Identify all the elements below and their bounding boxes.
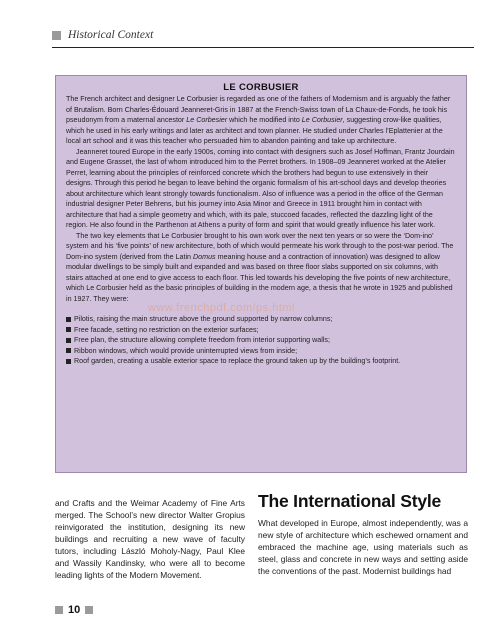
box-paragraph-1: The French architect and designer Le Corbusier is regarded as one of the fathers of Modernism and is arguably the father of Brutalism. Born Charles-Édouard Jeanneret-Gris in 1887 at the French-Swiss town of La Chaux-de-Fonds, he took his pseudonym from a maternal ancestor Le Corbesier which he modified into Le Corbusier, suggesting crow-like qualities, which he used in his early writings and later as architect and town planner. He studied under Charles l’Eplattenier at the local art school and it was this teacher who persuaded him to abandon painting and take up architecture. [66,95,451,145]
list-item: Free facade, setting no restriction on the exterior surfaces; [66,325,456,336]
bullet-square-icon [66,327,71,332]
footer-square-icon [55,606,63,614]
footer-square-icon [85,606,93,614]
right-column [258,491,468,577]
section-header [52,29,153,41]
list-item: Ribbon windows, which would provide uninterrupted views from inside; [66,346,456,357]
sidebar-box [55,75,467,473]
box-paragraph-3: The two key elements that Le Corbusier brought to his own work over the next ten years or so were the ‘Dom-ino’ system and his ‘five points’ of new architecture, both of which would permeate his work through to the post-war period. The Dom-ino system (derived from the Latin Domus meaning house and a contraction of innovation) was designed to allow modular dwellings to be simply built and expanded and was based on three floor slabs supported on six columns, with stairs attached at one end to give access to each floor. This led towards his developing the five points of new architecture, which Le Corbusier held as the basic principles of building in the modern age, a thesis that he wrote in 1925 and published in 1927. They were: [66,231,454,303]
box-paragraph-2: Jeanneret toured Europe in the early 1900s, coming into contact with designers such as Josef Hoffman, Frantz Jourdain and Eugene Grasset, the last of whom introduced him to the Perret brothers. In 1908–09 Jeanneret worked at the Atelier Perret, learning about the principles of reinforced concrete which the brothers had begun to use extensively in their designs. Through this period he began to leave behind the organic formalism of his art-school days and develop theories about architecture which leant strongly towards functionalism. Also of influence was a period in the office of the German industrial designer Peter Behrens, but his journey into Asia Minor and Greece in 1911 brought him in contact with architecture that had a simple geometry and which, with its pale, stuccoed facades, reflected the dazzling light of the region. He also found in the Parthenon at Athens a purity of form and spirit that would greatly influence his later work. [66,147,455,229]
right-column-text: What developed in Europe, almost independently, was a new style of architecture which eschewed ornament and embraced the machine age, using materials such as steel, glass and concrete in new ways and setting aside the conventions of the past. Modernist buildings had [258,518,468,576]
header-rule [52,47,474,48]
section-title: Historical Context [68,29,154,41]
page-footer [55,604,93,616]
box-title: LE CORBUSIER [223,82,299,93]
list-item: Pilotis, raising the main structure above the ground supported by narrow columns; [66,314,456,325]
box-body [66,94,456,367]
bullet-square-icon [66,348,71,353]
watermark: www.frenchpdf.com/ps.html [148,302,295,314]
list-item: Free plan, the structure allowing complete freedom from interior supporting walls; [66,335,456,346]
page-number: 10 [68,604,81,616]
list-item: Roof garden, creating a usable exterior space to replace the ground taken up by the building’s footprint. [66,356,456,367]
bullet-square-icon [66,317,71,322]
section-heading: The International Style [258,491,442,511]
left-column-text: and Crafts and the Weimar Academy of Fine Arts merged. The School’s new director Walter Gropius reinvigorated the institution, designing its new buildings and recruiting a new wave of faculty tutors, including László Moholy-Nagy, Paul Klee and Wassily Kandinsky, who were all to become leading lights of the Modern Movement. [55,498,245,580]
bullet-square-icon [66,338,71,343]
five-points-list [66,314,456,367]
bullet-square-icon [66,359,71,364]
header-square-icon [52,31,61,40]
